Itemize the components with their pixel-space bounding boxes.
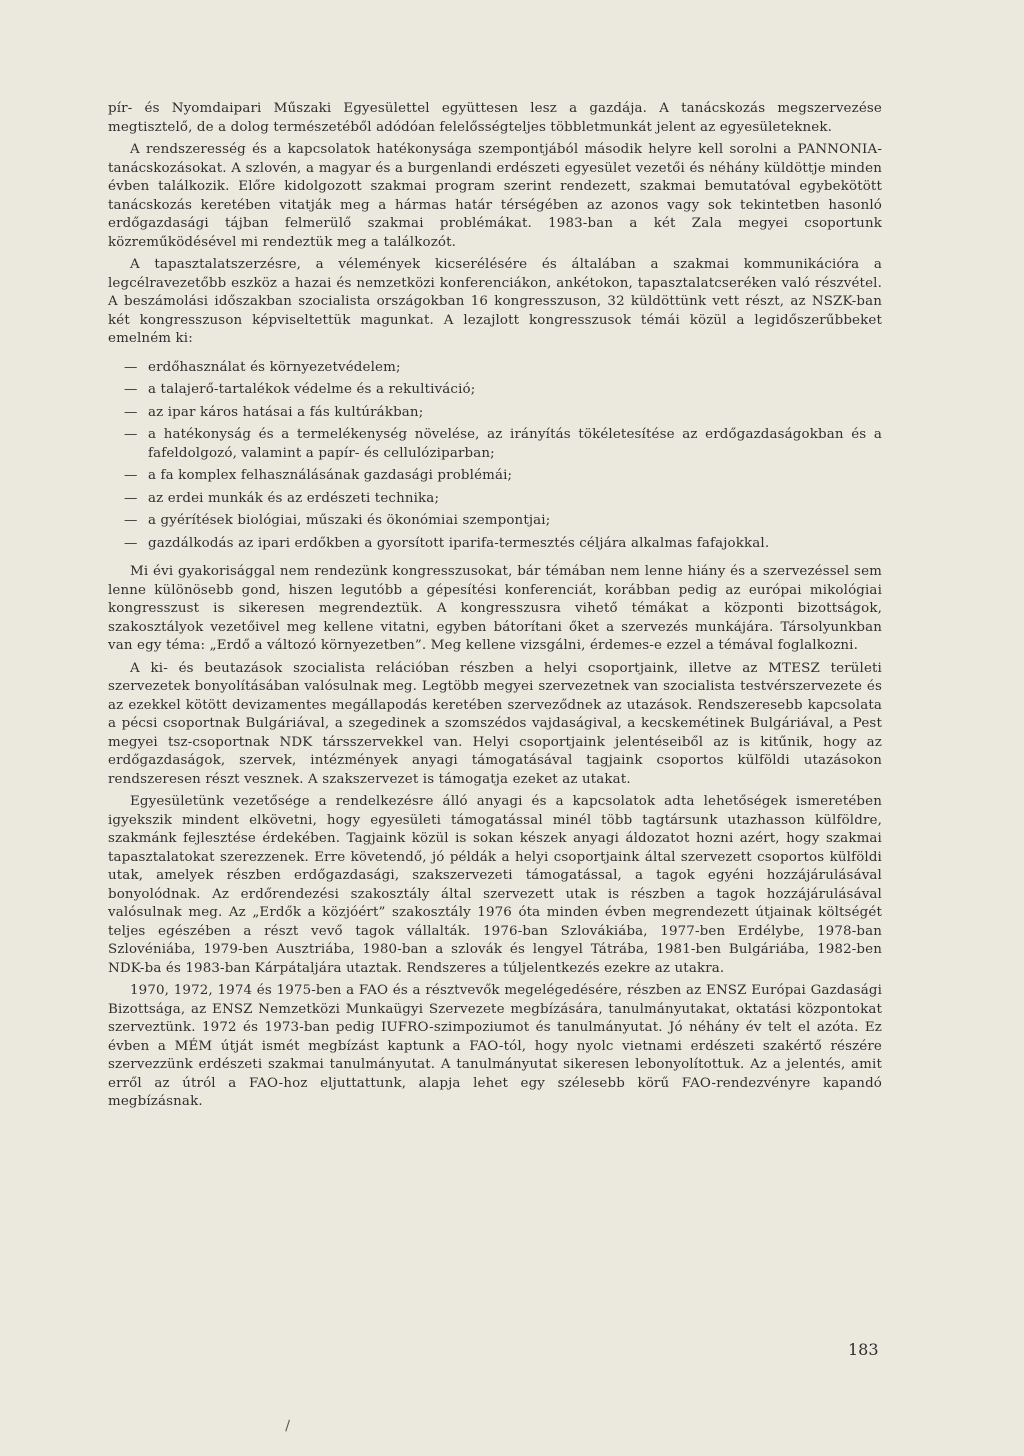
list-item-text: az erdei munkák és az erdészeti technika; bbox=[148, 490, 440, 506]
dash-bullet: — bbox=[124, 468, 138, 483]
list-item bbox=[108, 535, 882, 554]
paragraph: A rendszeresség és a kapcsolatok hatékonysága szempontjából második helyre kell sorolni a PANNONIA-tanácskozásokat. A szlovén, a magyar és a burgenlandi erdészeti egyesület vezetői és néhány küldöttje minden évben találkozik. Előre kidolgozott szakmai program szerint rendezett, szakmai bemutatóval egybekötött tanácskozás keretében vitatják meg a hármas határ térségében az azonos vagy sok tekintetben hasonló erdőgazdasági tájban felmerülő szakmai problémákat. 1983-ban a két Zala megyei csoportunk közreműködésével mi rendeztük meg a találkozót. bbox=[108, 142, 882, 250]
list-item bbox=[108, 467, 882, 486]
list-item bbox=[108, 359, 882, 378]
dash-bullet: — bbox=[124, 490, 138, 506]
page-number: 183 bbox=[848, 1340, 879, 1359]
paragraph: A ki- és beutazások szocialista relációban részben a helyi csoportjaink, illetve az MTESZ területi szervezetek bonyolításában valósulnak meg. Legtöbb megyei szervezetnek van szocialista testvérszervezete és az ezekkel kötött devizamentes megállapodás keretében szerveződnek az utazások. Rendszeresebb kapcsolata a pécsi csoportnak Bulgáriával, a szegedinek a szomszédos vajdaságival, a kecskemétinek Bulgáriával, a Pest megyei tsz-csoportnak NDK társszervekkel van. Helyi csoportjaink jelentéseiből az is kitűnik, hogy az erdőgazdaságok, szervek, intézmények anyagi támogatásával tagjaink csoportos külföldi utazásokon rendszeresen részt vesznek. A szakszervezet is támogatja ezeket az utakat. bbox=[108, 660, 882, 787]
paragraph: Mi évi gyakorisággal nem rendezünk kongresszusokat, bár témában nem lenne hiány és a szervezéssel sem lenne különösebb gond, hiszen legutóbb a gépesítési konferenciát, korábban pedig az európai mikológiai kongresszust is sikeresen megrendeztük. A kongresszusra vihető témákat a központi bizottságok, szakosztályok vezetőivel meg kellene vitatni, egyben bátorítani őket a szervezés munkájára. Társolyunkban van egy téma: „Erdő a változó környezetben”. Meg kellene vizsgálni, érdemes-e ezzel a témával foglalkozni. bbox=[108, 564, 882, 653]
congress-topics-list bbox=[108, 359, 882, 554]
paragraph: A tapasztalatszerzésre, a vélemények kicserélésére és általában a szakmai kommunikációra a legcélravezetőbb eszköz a hazai és nemzetközi konferenciákon, ankétokon, tapasztalatcseréken való részvétel. A beszámolási időszakban szocialista országokban 16 kongresszuson, 32 küldöttünk vett részt, az NSZK-ban két kongresszuson képviseltettük magunkat. A lezajlott kongresszusok témái közül a legidőszerűbbeket emelném ki: bbox=[108, 257, 882, 346]
list-item-text: gazdálkodás az ipari erdőkben a gyorsított iparifa-termesztés céljára alkalmas fafajokkal. bbox=[148, 535, 770, 551]
list-item-text: a fa komplex felhasználásának gazdasági problémái; bbox=[148, 468, 513, 483]
list-item-text: erdőhasználat és környezetvédelem; bbox=[148, 359, 401, 375]
paragraph: pír- és Nyomdaipari Műszaki Egyesülettel együttesen lesz a gazdája. A tanácskozás megszervezése megtisztelő, de a dolog természetéből adódóan felelősségteljes többletmunkát jelent az egyesületeknek. bbox=[108, 101, 882, 135]
paragraph: Egyesületünk vezetősége a rendelkezésre álló anyagi és a kapcsolatok adta lehetőségek ismeretében igyekszik mindent elkövetni, hogy egyesületi támogatással minél több tagtársunk utazhasson külföldre, szakmánk fejlesztése érdekében. Tagjaink közül is sokan készek anyagi áldozatot hozni azért, hogy szakmai tapasztalatokat szerezzenek. Erre követendő, jó példák a helyi csoportjaink által szervezett csoportos külföldi utak, amelyek részben erdőgazdasági, szakszervezeti támogatással, a tagok egyéni hozzájárulásával bonyolódnak. Az erdőrendezési szakosztály által szervezett utak is részben a tagok hozzájárulásával valósulnak meg. Az „Erdők a közjóért” szakosztály 1976 óta minden évben megrendezett útjainak költségét teljes egészében a részt vevő tagok vállalták. 1976-ban Szlovákiába, 1977-ben Erdélybe, 1978-ban Szlovéniába, 1979-ben Ausztriába, 1980-ban a szlovák és lengyel Tátrába, 1981-ben Bulgáriába, 1982-ben NDK-ba és 1983-ban Kárpátaljára utaztak. Rendszeres a túljelentkezés ezekre az utakra. bbox=[108, 794, 882, 976]
dash-bullet: — bbox=[124, 535, 138, 551]
dash-bullet: — bbox=[124, 513, 138, 528]
list-item-text: az ipar káros hatásai a fás kultúrákban; bbox=[148, 404, 424, 420]
list-item bbox=[108, 512, 882, 531]
dash-bullet: — bbox=[124, 404, 138, 420]
list-item-text: a hatékonyság és a termelékenység növelése, az irányítás tökéletesítése az erdőgazdaságokban és a fafeldolgozó, valamint a papír- és cellulóziparban; bbox=[148, 427, 882, 461]
list-item bbox=[108, 490, 882, 509]
dash-bullet: — bbox=[124, 382, 138, 397]
document-body bbox=[108, 100, 882, 1116]
dash-bullet: — bbox=[124, 427, 138, 442]
bottom-mark: \ bbox=[280, 1418, 294, 1434]
dash-bullet: — bbox=[124, 359, 138, 375]
list-item-text: a gyérítések biológiai, műszaki és ökonómiai szempontjai; bbox=[148, 513, 551, 528]
list-item bbox=[108, 426, 882, 463]
paragraph: 1970, 1972, 1974 és 1975-ben a FAO és a résztvevők megelégedésére, részben az ENSZ Európai Gazdasági Bizottsága, az ENSZ Nemzetközi Munkaügyi Szervezete megbízására, tanulmányutakat, oktatási központokat szerveztünk. 1972 és 1973-ban pedig IUFRO-szimpoziumot és tanulmányutat. Jó néhány év telt el azóta. Ez évben a MÉM útját ismét megbízást kaptunk a FAO-tól, hogy nyolc vietnami erdészeti szakértő részére szervezzünk erdészeti szakmai tanulmányutat. A tanulmányutat sikeresen lebonyolítottuk. Az a jelentés, amit erről az útról a FAO-hoz eljuttattunk, alapja lehet egy szélesebb körű FAO-rendezvényre kapandó megbízásnak. bbox=[108, 983, 882, 1109]
list-item bbox=[108, 381, 882, 400]
list-item bbox=[108, 404, 882, 423]
list-item-text: a talajerő-tartalékok védelme és a rekultiváció; bbox=[148, 382, 476, 397]
